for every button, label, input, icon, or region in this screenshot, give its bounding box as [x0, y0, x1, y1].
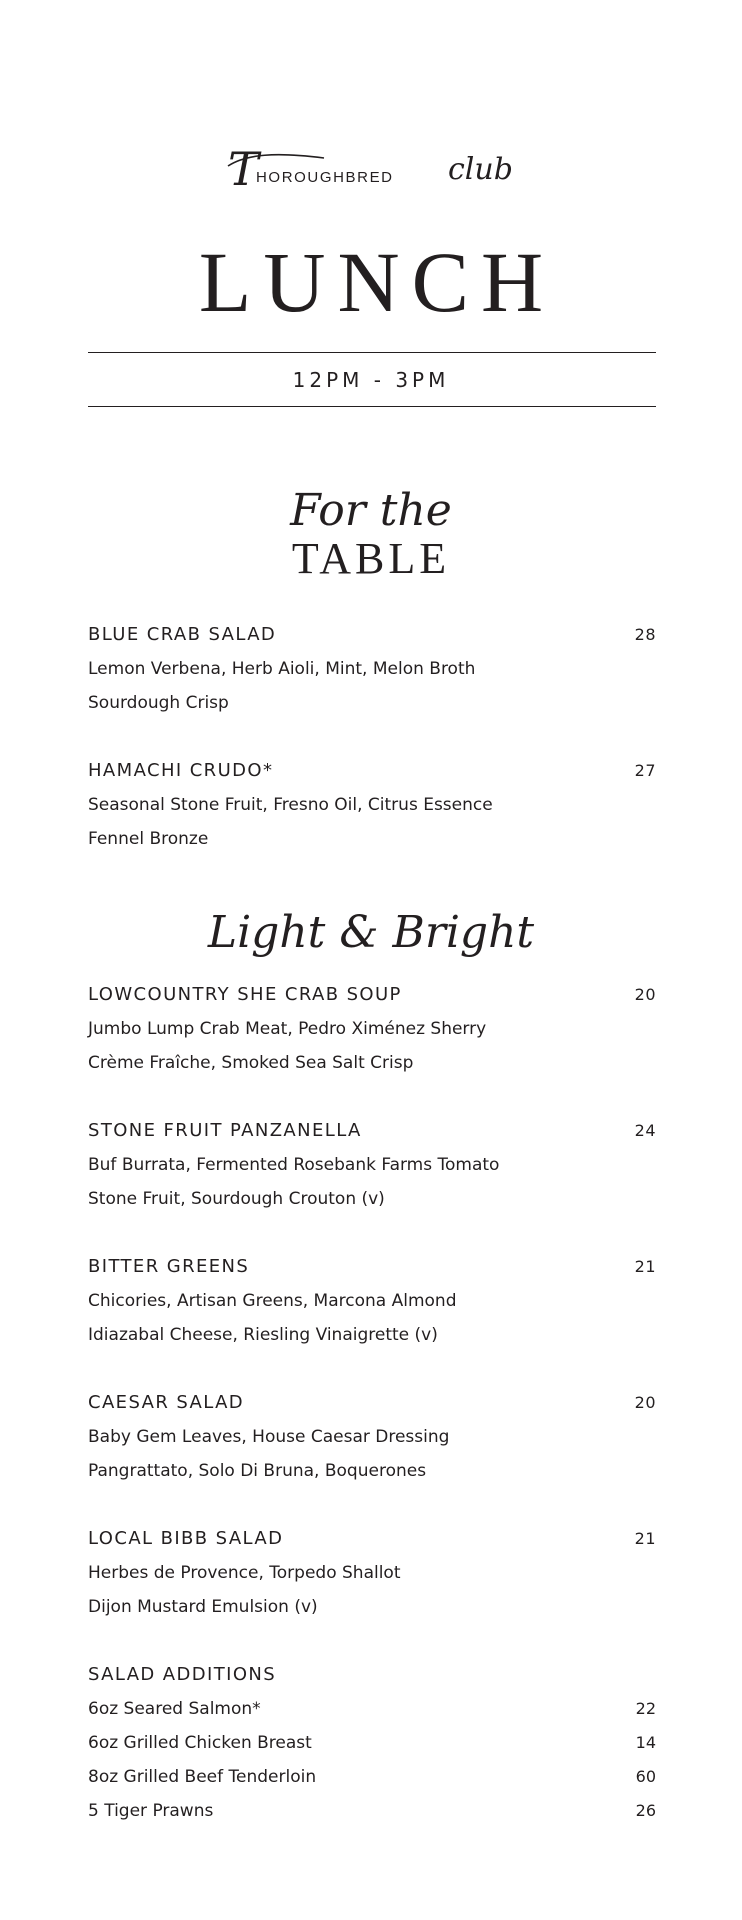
addition-row	[88, 1794, 656, 1828]
section-title-script: Light & Bright	[207, 907, 535, 958]
logo-mark	[226, 142, 526, 198]
item-description: Seasonal Stone Fruit, Fresno Oil, Citrus Essence	[88, 795, 493, 815]
item-price: 24	[634, 1121, 656, 1140]
logo-club: club	[448, 152, 513, 187]
menu-item	[88, 1114, 656, 1216]
menu-item	[88, 754, 656, 856]
item-description: Baby Gem Leaves, House Caesar Dressing	[88, 1427, 450, 1447]
menu-item	[88, 1522, 656, 1624]
item-description: Jumbo Lump Crab Meat, Pedro Ximénez Sherry	[88, 1019, 487, 1039]
salad-additions-title: SALAD ADDITIONS	[88, 1664, 277, 1685]
item-description: Fennel Bronze	[88, 829, 209, 849]
addition-price: 60	[635, 1767, 656, 1786]
menu-item	[88, 978, 656, 1080]
divider-bottom	[88, 406, 656, 407]
logo-word: HOROUGHBRED	[256, 169, 394, 186]
item-price: 21	[634, 1257, 656, 1276]
item-description: Pangrattato, Solo Di Bruna, Boquerones	[88, 1461, 427, 1481]
menu-item	[88, 1386, 656, 1488]
item-price: 20	[634, 985, 656, 1004]
section-title-script: For the	[290, 485, 452, 536]
addition-price: 14	[635, 1733, 656, 1752]
addition-label: 5 Tiger Prawns	[88, 1801, 214, 1821]
addition-row	[88, 1726, 656, 1760]
item-description: Buf Burrata, Fermented Rosebank Farms Tomato	[88, 1155, 500, 1175]
logo-t: T	[228, 142, 259, 196]
item-description: Chicories, Artisan Greens, Marcona Almond	[88, 1291, 457, 1311]
item-name: HAMACHI CRUDO*	[88, 760, 274, 781]
menu-item	[88, 1250, 656, 1352]
item-description: Stone Fruit, Sourdough Crouton (v)	[88, 1189, 385, 1209]
item-description: Idiazabal Cheese, Riesling Vinaigrette (v)	[88, 1325, 438, 1345]
service-hours: 12PM - 3PM	[292, 368, 450, 392]
item-description: Lemon Verbena, Herb Aioli, Mint, Melon Broth	[88, 659, 476, 679]
item-price: 28	[634, 625, 656, 644]
salad-additions	[88, 1658, 656, 1828]
addition-price: 22	[635, 1699, 656, 1718]
addition-row	[88, 1760, 656, 1794]
item-price: 27	[634, 761, 656, 780]
item-name: STONE FRUIT PANZANELLA	[88, 1120, 362, 1141]
item-description: Herbes de Provence, Torpedo Shallot	[88, 1563, 401, 1583]
item-price: 21	[634, 1529, 656, 1548]
addition-label: 6oz Seared Salmon*	[88, 1699, 261, 1719]
item-description: Crème Fraîche, Smoked Sea Salt Crisp	[88, 1053, 414, 1073]
section-title-caps: TABLE	[291, 534, 451, 583]
item-name: LOWCOUNTRY SHE CRAB SOUP	[88, 984, 402, 1005]
addition-row	[88, 1692, 656, 1726]
page-title: LUNCH	[198, 234, 556, 330]
item-description: Dijon Mustard Emulsion (v)	[88, 1597, 318, 1617]
addition-label: 6oz Grilled Chicken Breast	[88, 1733, 312, 1753]
item-price: 20	[634, 1393, 656, 1412]
logo	[0, 142, 742, 198]
item-name: BLUE CRAB SALAD	[88, 624, 277, 645]
addition-price: 26	[635, 1801, 656, 1820]
item-description: Sourdough Crisp	[88, 693, 229, 713]
item-name: BITTER GREENS	[88, 1256, 250, 1277]
divider-top	[88, 352, 656, 353]
item-name: CAESAR SALAD	[88, 1392, 245, 1413]
item-name: LOCAL BIBB SALAD	[88, 1528, 284, 1549]
addition-label: 8oz Grilled Beef Tenderloin	[88, 1767, 317, 1787]
menu-item	[88, 618, 656, 720]
